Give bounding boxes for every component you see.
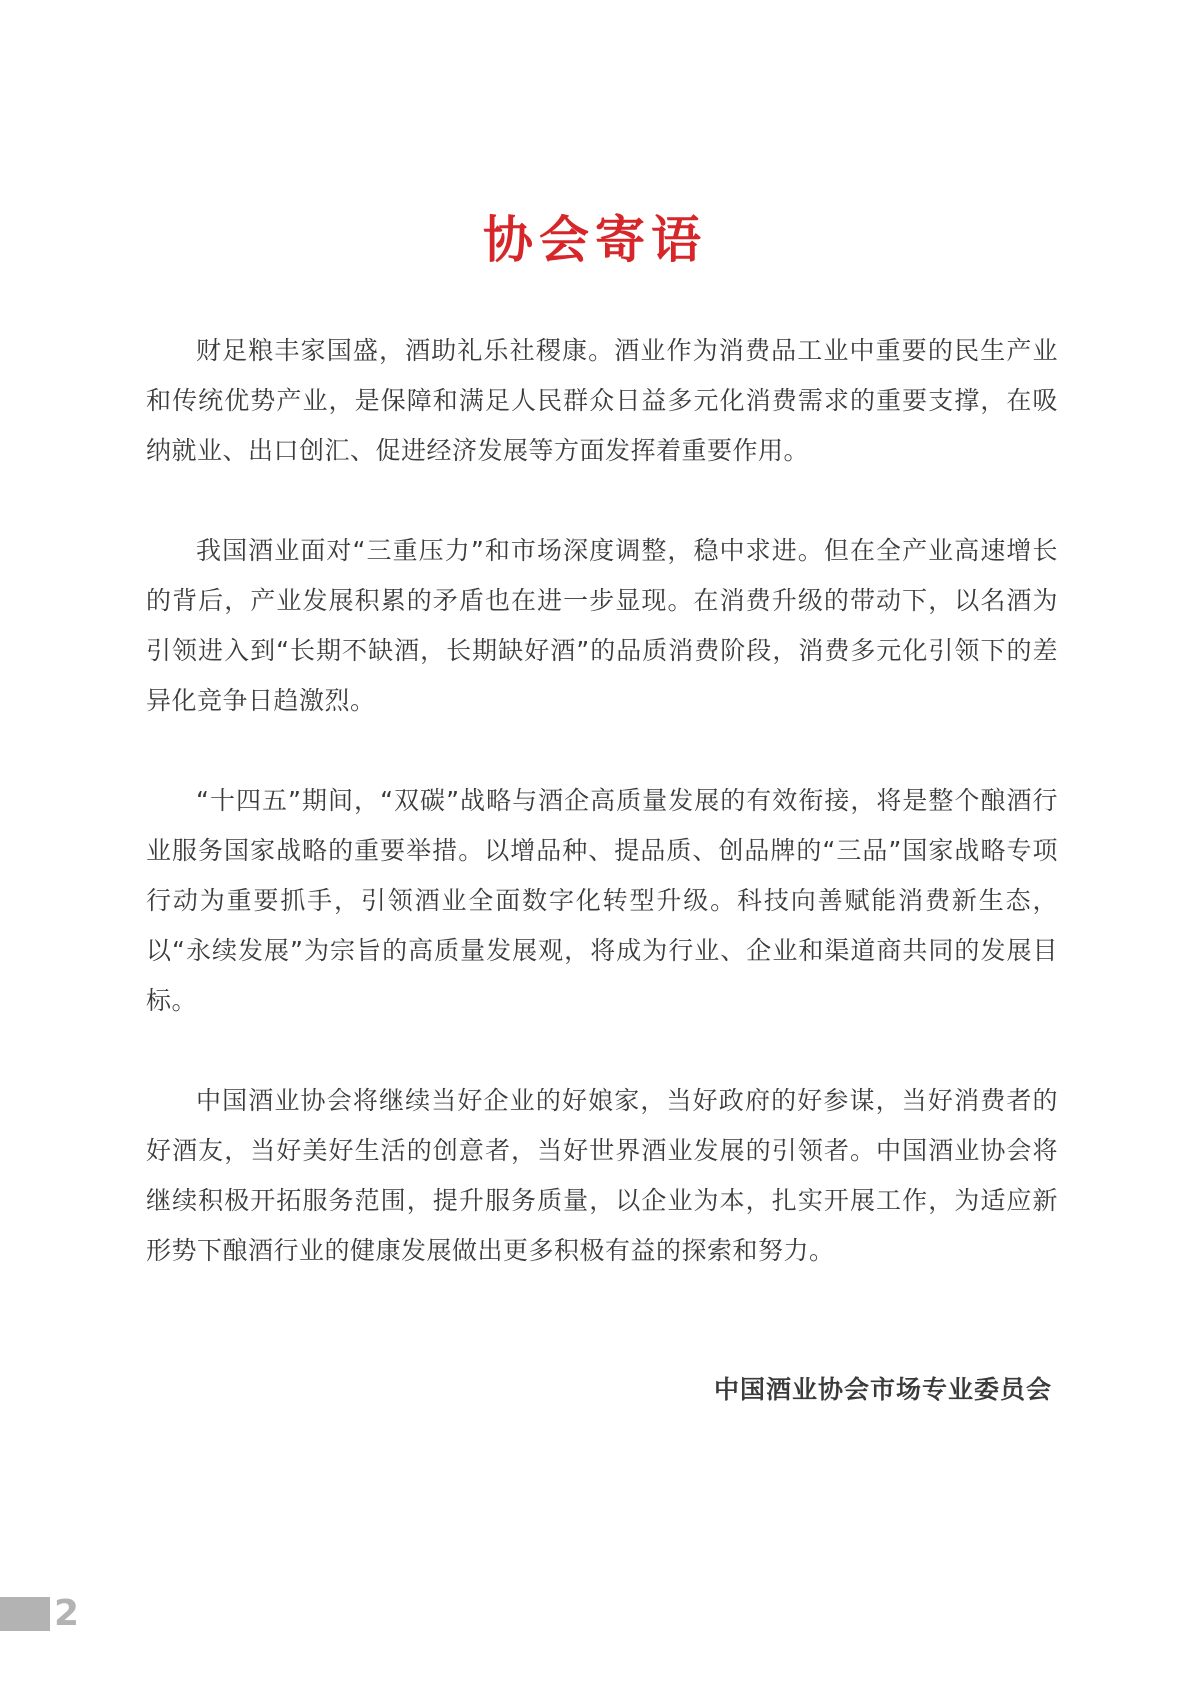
signature: 中国酒业协会市场专业委员会 xyxy=(713,1375,1052,1404)
page-title: 协会寄语 xyxy=(483,211,707,269)
paragraph-3: “十四五”期间，“双碳”战略与酒企高质量发展的有效衔接，将是整个酿酒行业服务国家战略的重要举措。以增品种、提品质、创品牌的“三品”国家战略专项行动为重要抓手，引领酒业全面数字化转型升级。科技向善赋能消费新生态，以“永续发展”为宗旨的高质量发展观，将成为行业、企业和渠道商共同的发展目标。 xyxy=(146,786,1058,1015)
paragraph-2: 我国酒业面对“三重压力”和市场深度调整，稳中求进。但在全产业高速增长的背后，产业发展积累的矛盾也在进一步显现。在消费升级的带动下，以名酒为引领进入到“长期不缺酒，长期缺好酒”的品质消费阶段，消费多元化引领下的差异化竞争日趋激烈。 xyxy=(146,536,1058,715)
paragraph-4: 中国酒业协会将继续当好企业的好娘家，当好政府的好参谋，当好消费者的好酒友，当好美好生活的创意者，当好世界酒业发展的引领者。中国酒业协会将继续积极开拓服务范围，提升服务质量，以企业为本，扎实开展工作，为适应新形势下酿酒行业的健康发展做出更多积极有益的探索和努力。 xyxy=(146,1086,1058,1265)
page-tab-marker xyxy=(0,1597,50,1631)
message-body xyxy=(146,326,1058,1326)
page-number: 2 xyxy=(54,1593,80,1634)
paragraph-1: 财足粮丰家国盛，酒助礼乐社稷康。酒业作为消费品工业中重要的民生产业和传统优势产业，是保障和满足人民群众日益多元化消费需求的重要支撑，在吸纳就业、出口创汇、促进经济发展等方面发挥着重要作用。 xyxy=(146,336,1058,465)
